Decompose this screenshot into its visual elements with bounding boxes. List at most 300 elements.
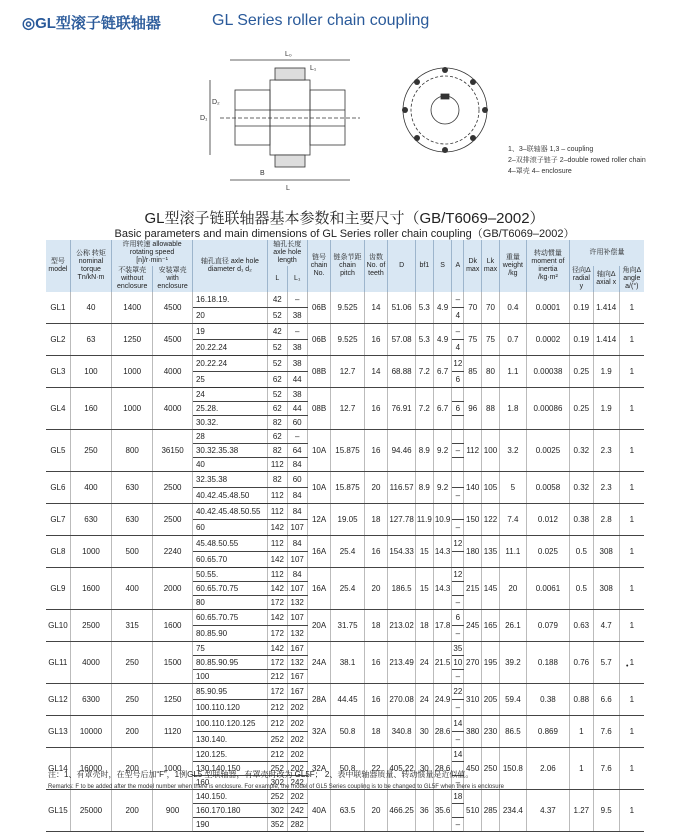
cell-dk: 140 <box>464 472 482 504</box>
cell-axial: 1.414 <box>593 324 619 356</box>
cell-radial: 0.76 <box>569 642 593 684</box>
cell-weight: 0.7 <box>499 324 526 356</box>
cell-bore: 32.35.38 <box>192 472 267 488</box>
cell-bf1: 15 <box>415 536 433 568</box>
cell-bore: 40.42.45.48.50.55 <box>192 504 267 520</box>
cell-l1: 242 <box>287 776 307 790</box>
cell-radial: 0.32 <box>569 430 593 472</box>
cell-l: 212 <box>267 670 287 684</box>
cell-chain: 06B <box>307 324 331 356</box>
cell-a: 12 <box>452 356 464 372</box>
col-inertia: 转动惯量 moment of inertia /kg·m² <box>526 240 569 292</box>
cell-l: 142 <box>267 610 287 626</box>
cell-l1: 132 <box>287 626 307 642</box>
col-a: A <box>452 240 464 292</box>
cell-lk: 80 <box>482 356 500 388</box>
cell-lk: 70 <box>482 292 500 324</box>
cell-a: 14 <box>452 748 464 762</box>
cell-bf1: 11.9 <box>415 504 433 536</box>
col-speed-with: 安装罩壳 with enclosure <box>153 266 193 292</box>
cell-speed-with: 4500 <box>153 292 193 324</box>
cell-axial: 4.7 <box>593 610 619 642</box>
cell-l1: 60 <box>287 472 307 488</box>
cell-speed-with: 36150 <box>153 430 193 472</box>
cell-inertia: 0.0061 <box>526 568 569 610</box>
table-body <box>46 292 644 832</box>
label-d1: D₁ <box>200 115 208 122</box>
cell-d: 466.25 <box>388 790 415 832</box>
cell-angle: 1 <box>619 472 644 504</box>
cell-a <box>452 804 464 818</box>
cell-torque: 10000 <box>70 716 111 748</box>
cell-chain: 32A <box>307 748 331 790</box>
cell-lk: 88 <box>482 388 500 430</box>
cell-model: GL3 <box>46 356 70 388</box>
cell-bore: 25.28. <box>192 402 267 416</box>
table-row <box>46 472 644 488</box>
cell-torque: 1000 <box>70 536 111 568</box>
cell-l1: 60 <box>287 416 307 430</box>
cell-bf1: 7.2 <box>415 356 433 388</box>
cell-bore: 120.125. <box>192 748 267 762</box>
table-row <box>46 642 644 656</box>
cell-l1: 84 <box>287 504 307 520</box>
cell-d: 154.33 <box>388 536 415 568</box>
cell-l1: 202 <box>287 716 307 732</box>
cell-model: GL14 <box>46 748 70 790</box>
cell-pitch: 15.875 <box>331 472 364 504</box>
cell-inertia: 0.00038 <box>526 356 569 388</box>
cell-s: 9.2 <box>433 430 452 472</box>
cell-teeth: 16 <box>364 536 388 568</box>
cell-axial: 7.6 <box>593 716 619 748</box>
cell-bore: 100 <box>192 670 267 684</box>
cell-lk: 205 <box>482 684 500 716</box>
cell-torque: 400 <box>70 472 111 504</box>
cell-angle: 1 <box>619 716 644 748</box>
cell-dk: 215 <box>464 568 482 610</box>
cell-bore: 60.65.70.75 <box>192 582 267 596</box>
cell-l1: 84 <box>287 488 307 504</box>
cell-teeth: 16 <box>364 642 388 684</box>
cell-a: 35 <box>452 642 464 656</box>
cell-model: GL4 <box>46 388 70 430</box>
cell-inertia: 0.00086 <box>526 388 569 430</box>
table-row <box>46 292 644 308</box>
header-title-cn: ◎GL型滚子链联轴器 <box>22 15 161 32</box>
cell-pitch: 15.875 <box>331 430 364 472</box>
cell-chain: 28A <box>307 684 331 716</box>
cell-angle: 1 <box>619 430 644 472</box>
cell-chain: 06B <box>307 292 331 324</box>
cell-bore: 45.48.50.55 <box>192 536 267 552</box>
cell-bf1: 5.3 <box>415 324 433 356</box>
cell-inertia: 0.0025 <box>526 430 569 472</box>
cell-teeth: 14 <box>364 356 388 388</box>
cell-bore: 20.22.24 <box>192 356 267 372</box>
cell-speed-without: 315 <box>112 610 153 642</box>
cell-a <box>452 504 464 520</box>
cell-axial: 1.9 <box>593 356 619 388</box>
col-length-l: L <box>267 266 287 292</box>
cell-teeth: 16 <box>364 324 388 356</box>
cell-bore: 130.140.150 <box>192 762 267 776</box>
cell-a: 18 <box>452 790 464 804</box>
cell-l: 212 <box>267 716 287 732</box>
col-d: D <box>388 240 415 292</box>
cell-torque: 4000 <box>70 642 111 684</box>
cell-speed-with: 2500 <box>153 472 193 504</box>
col-weight: 重量 weight /kg <box>499 240 526 292</box>
cell-a: – <box>452 488 464 504</box>
cell-weight: 7.4 <box>499 504 526 536</box>
cell-speed-with: 1120 <box>153 716 193 748</box>
cell-l1: 107 <box>287 552 307 568</box>
cell-teeth: 14 <box>364 292 388 324</box>
cell-d: 57.08 <box>388 324 415 356</box>
cell-l: 352 <box>267 818 287 832</box>
cell-bf1: 5.3 <box>415 292 433 324</box>
cell-pitch: 9.525 <box>331 292 364 324</box>
col-pitch: 链条节距 chain pitch <box>331 240 364 292</box>
cell-a <box>452 416 464 430</box>
cell-speed-without: 200 <box>112 716 153 748</box>
cell-bf1: 8.9 <box>415 430 433 472</box>
cell-radial: 0.25 <box>569 356 593 388</box>
cell-inertia: 0.079 <box>526 610 569 642</box>
cell-bore: 40.42.45.48.50 <box>192 488 267 504</box>
cell-speed-without: 1000 <box>112 388 153 430</box>
cell-model: GL7 <box>46 504 70 536</box>
cell-chain: 10A <box>307 472 331 504</box>
cell-a: – <box>452 596 464 610</box>
cell-speed-with: 4000 <box>153 388 193 430</box>
cell-l1: 202 <box>287 790 307 804</box>
cell-weight: 1.8 <box>499 388 526 430</box>
cell-inertia: 0.0058 <box>526 472 569 504</box>
cell-d: 51.06 <box>388 292 415 324</box>
cell-bore: 19 <box>192 324 267 340</box>
cell-lk: 122 <box>482 504 500 536</box>
cell-d: 405.22 <box>388 748 415 790</box>
cell-l: 42 <box>267 292 287 308</box>
cell-speed-with: 2240 <box>153 536 193 568</box>
cell-speed-with: 900 <box>153 790 193 832</box>
cell-bore: 100.110.120 <box>192 700 267 716</box>
cell-a: 6 <box>452 402 464 416</box>
legend-item: 2–双排滚子链子 2–double rowed roller chain <box>508 157 646 164</box>
cell-radial: 0.63 <box>569 610 593 642</box>
cell-l1: 202 <box>287 762 307 776</box>
cell-l: 62 <box>267 430 287 444</box>
cell-axial: 308 <box>593 536 619 568</box>
cell-axial: 2.3 <box>593 472 619 504</box>
label-d2: D₂ <box>212 99 220 106</box>
cell-inertia: 0.869 <box>526 716 569 748</box>
cell-a: 4 <box>452 340 464 356</box>
cell-s: 14.3 <box>433 568 452 610</box>
cell-weight: 150.8 <box>499 748 526 790</box>
cell-l1: 38 <box>287 340 307 356</box>
col-bf1: bf1 <box>415 240 433 292</box>
cell-bore: 60.65.70 <box>192 552 267 568</box>
footnote-mark: • <box>626 663 629 670</box>
cell-angle: 1 <box>619 388 644 430</box>
cell-a: – <box>452 732 464 748</box>
label-b: B <box>260 170 265 177</box>
cell-model: GL1 <box>46 292 70 324</box>
cell-bore: 80 <box>192 596 267 610</box>
cell-torque: 630 <box>70 504 111 536</box>
cell-pitch: 38.1 <box>331 642 364 684</box>
cell-l: 172 <box>267 596 287 610</box>
cell-bore: 60 <box>192 520 267 536</box>
cell-bore: 60.65.70.75 <box>192 610 267 626</box>
cell-teeth: 18 <box>364 610 388 642</box>
cell-a <box>452 388 464 402</box>
cell-l1: 167 <box>287 670 307 684</box>
table-row <box>46 504 644 520</box>
cell-l: 302 <box>267 804 287 818</box>
col-radial: 径向Δ radial y <box>569 266 593 292</box>
cell-bf1: 30 <box>415 748 433 790</box>
cell-l: 142 <box>267 552 287 568</box>
cell-model: GL5 <box>46 430 70 472</box>
table-row <box>46 790 644 804</box>
cell-l: 252 <box>267 732 287 748</box>
cell-bore: 50.55. <box>192 568 267 582</box>
cell-bore: 80.85.90.95 <box>192 656 267 670</box>
cell-radial: 0.5 <box>569 536 593 568</box>
cell-dk: 270 <box>464 642 482 684</box>
cell-weight: 234.4 <box>499 790 526 832</box>
cell-s: 10.9 <box>433 504 452 536</box>
cell-l1: 38 <box>287 308 307 324</box>
cell-teeth: 20 <box>364 790 388 832</box>
cell-radial: 0.88 <box>569 684 593 716</box>
cell-teeth: 20 <box>364 472 388 504</box>
cell-a: – <box>452 292 464 308</box>
cell-l: 42 <box>267 324 287 340</box>
cell-bore: 24 <box>192 388 267 402</box>
cell-chain: 24A <box>307 642 331 684</box>
cell-a: – <box>452 776 464 790</box>
cell-a: 22 <box>452 684 464 700</box>
cell-l: 302 <box>267 776 287 790</box>
cell-a: – <box>452 626 464 642</box>
cell-model: GL13 <box>46 716 70 748</box>
cell-radial: 0.25 <box>569 388 593 430</box>
cell-s: 17.8 <box>433 610 452 642</box>
cell-lk: 100 <box>482 430 500 472</box>
cell-speed-without: 250 <box>112 684 153 716</box>
cell-d: 340.8 <box>388 716 415 748</box>
cell-s: 28.6 <box>433 748 452 790</box>
cell-dk: 310 <box>464 684 482 716</box>
table-row <box>46 716 644 732</box>
cell-weight: 5 <box>499 472 526 504</box>
table-row <box>46 684 644 700</box>
cell-l1: 84 <box>287 458 307 472</box>
cell-axial: 6.6 <box>593 684 619 716</box>
cell-d: 68.88 <box>388 356 415 388</box>
cell-pitch: 12.7 <box>331 388 364 430</box>
cell-bore: 140.150. <box>192 790 267 804</box>
cell-speed-without: 630 <box>112 504 153 536</box>
cell-dk: 85 <box>464 356 482 388</box>
cell-a: 14 <box>452 716 464 732</box>
col-compensation: 许用补偿量 <box>569 240 644 266</box>
cell-chain: 16A <box>307 568 331 610</box>
cell-l1: 107 <box>287 582 307 596</box>
cell-model: GL9 <box>46 568 70 610</box>
cell-l1: 84 <box>287 568 307 582</box>
cell-model: GL12 <box>46 684 70 716</box>
cell-inertia: 0.0001 <box>526 292 569 324</box>
cell-pitch: 25.4 <box>331 568 364 610</box>
cell-dk: 150 <box>464 504 482 536</box>
cell-s: 9.2 <box>433 472 452 504</box>
cell-d: 213.02 <box>388 610 415 642</box>
cell-a: – <box>452 520 464 536</box>
legend-item: 1、3–联轴器 1,3 – coupling <box>508 146 594 153</box>
cell-d: 127.78 <box>388 504 415 536</box>
cell-dk: 70 <box>464 292 482 324</box>
cell-s: 21.5 <box>433 642 452 684</box>
cell-speed-without: 630 <box>112 472 153 504</box>
cell-bf1: 8.9 <box>415 472 433 504</box>
cell-lk: 285 <box>482 790 500 832</box>
cell-axial: 308 <box>593 568 619 610</box>
cell-s: 6.7 <box>433 388 452 430</box>
cell-torque: 63 <box>70 324 111 356</box>
cell-angle: 1 <box>619 684 644 716</box>
cell-chain: 10A <box>307 430 331 472</box>
cell-s: 14.3 <box>433 536 452 568</box>
cell-bf1: 36 <box>415 790 433 832</box>
cell-radial: 1 <box>569 716 593 748</box>
cell-l1: 44 <box>287 402 307 416</box>
coupling-end-view <box>395 60 495 160</box>
cell-model: GL11 <box>46 642 70 684</box>
cell-radial: 0.19 <box>569 324 593 356</box>
cell-dk: 112 <box>464 430 482 472</box>
cell-bore: 28 <box>192 430 267 444</box>
cell-l1: 107 <box>287 520 307 536</box>
cell-lk: 145 <box>482 568 500 610</box>
cell-pitch: 25.4 <box>331 536 364 568</box>
cell-s: 4.9 <box>433 324 452 356</box>
cell-teeth: 16 <box>364 430 388 472</box>
cell-angle: 1 <box>619 748 644 790</box>
col-dk: Dk max <box>464 240 482 292</box>
cell-chain: 16A <box>307 536 331 568</box>
cell-angle: 1 <box>619 790 644 832</box>
cell-dk: 180 <box>464 536 482 568</box>
label-l0: L₀ <box>285 51 292 58</box>
cell-l1: 242 <box>287 804 307 818</box>
legend-item: 4–罩壳 4– enclosure <box>508 168 572 175</box>
cell-torque: 100 <box>70 356 111 388</box>
cell-axial: 5.7 <box>593 642 619 684</box>
col-lk: Lk max <box>482 240 500 292</box>
cell-l: 82 <box>267 472 287 488</box>
cell-chain: 32A <box>307 716 331 748</box>
cell-weight: 0.4 <box>499 292 526 324</box>
cell-l: 212 <box>267 748 287 762</box>
cell-a: 6 <box>452 372 464 388</box>
cell-bore: 100.110.120.125 <box>192 716 267 732</box>
cell-lk: 105 <box>482 472 500 504</box>
cell-l1: 132 <box>287 656 307 670</box>
cell-speed-without: 800 <box>112 430 153 472</box>
cell-angle: 1 <box>619 568 644 610</box>
cell-radial: 1.27 <box>569 790 593 832</box>
col-s: S <box>433 240 452 292</box>
cell-l1: 132 <box>287 596 307 610</box>
cell-d: 94.46 <box>388 430 415 472</box>
cell-chain: 12A <box>307 504 331 536</box>
cell-bore: 75 <box>192 642 267 656</box>
cell-s: 35.6 <box>433 790 452 832</box>
cell-l: 52 <box>267 340 287 356</box>
table-row <box>46 568 644 582</box>
cell-l1: 202 <box>287 748 307 762</box>
col-model: 型号 model <box>46 240 70 292</box>
cell-weight: 39.2 <box>499 642 526 684</box>
cell-l1: 202 <box>287 700 307 716</box>
cell-a <box>452 458 464 472</box>
cell-bore: 160.170.180 <box>192 804 267 818</box>
cell-l: 112 <box>267 488 287 504</box>
cell-d: 76.91 <box>388 388 415 430</box>
cell-lk: 75 <box>482 324 500 356</box>
table-title-en: Basic parameters and main dimensions of GL Series roller chain coupling（GB/T6069–2002） <box>114 228 575 240</box>
cell-model: GL15 <box>46 790 70 832</box>
cell-radial: 0.19 <box>569 292 593 324</box>
cell-l: 252 <box>267 762 287 776</box>
cell-torque: 2500 <box>70 610 111 642</box>
cell-a <box>452 430 464 444</box>
cell-speed-without: 400 <box>112 568 153 610</box>
cell-l: 82 <box>267 444 287 458</box>
cell-l: 52 <box>267 308 287 324</box>
cell-inertia: 2.06 <box>526 748 569 790</box>
cell-axial: 1.414 <box>593 292 619 324</box>
cell-l: 142 <box>267 642 287 656</box>
cell-l1: 84 <box>287 536 307 552</box>
cell-chain: 40A <box>307 790 331 832</box>
col-length: 轴孔长度 axle hole length <box>267 240 307 266</box>
cell-radial: 0.5 <box>569 568 593 610</box>
cell-l: 52 <box>267 356 287 372</box>
cell-speed-with: 1000 <box>153 748 193 790</box>
cell-l1: 282 <box>287 818 307 832</box>
cell-dk: 450 <box>464 748 482 790</box>
cell-l: 62 <box>267 372 287 388</box>
cell-bf1: 24 <box>415 642 433 684</box>
col-bore: 轴孔直径 axle hole diameter d₁ d₂ <box>192 240 267 292</box>
cell-a: 12 <box>452 568 464 582</box>
cell-bore: 16.18.19. <box>192 292 267 308</box>
cell-bf1: 7.2 <box>415 388 433 430</box>
cell-speed-without: 1000 <box>112 356 153 388</box>
cell-bore: 30.32. <box>192 416 267 430</box>
figure-legend <box>508 144 646 177</box>
cell-lk: 165 <box>482 610 500 642</box>
cell-model: GL10 <box>46 610 70 642</box>
cell-pitch: 31.75 <box>331 610 364 642</box>
